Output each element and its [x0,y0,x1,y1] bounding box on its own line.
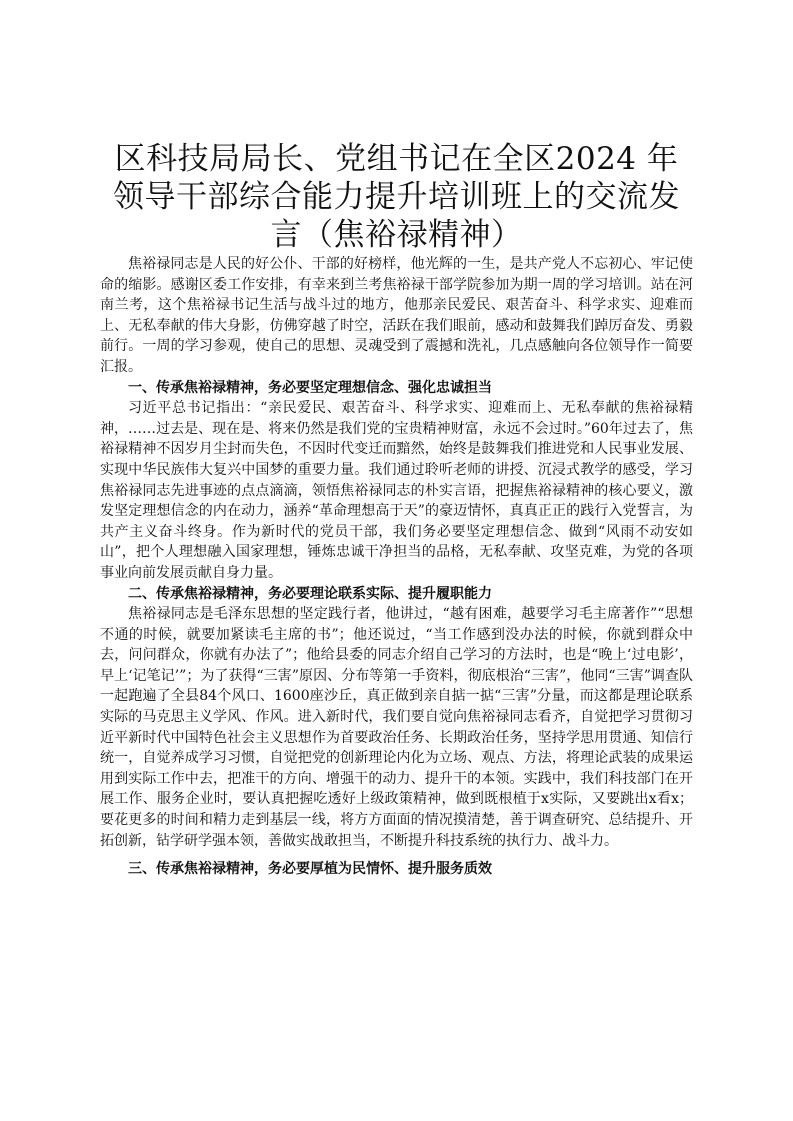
section-heading-1: 一、传承焦裕禄精神，务必要坚定理想信念、强化忠诚担当 [128,379,492,396]
section-heading-3: 三、传承焦裕禄精神，务必要厚植为民情怀、提升服务质效 [128,861,492,878]
section-paragraph-2: 焦裕禄同志是毛泽东思想的坚定践行者，他讲过，“越有困难，越要学习毛主席著作”“思想不通的时候，就要加紧读毛主席的书”；他还说过，“当工作感到没办法的时候，你就到群众中去，问问群众，你就有办法了”；他给县委的同志介绍自己学习的方法时，也是“晚上‘过电影’，早上‘记笔记’”；为了获得“三害”原因、分布等第一手资料，彻底根治“三害”，他同“三害”调查队一起跑遍了全县84个风口、1600座沙丘，真正做到亲自掂一掂“三害”分量，而这都是理论联系实际的马克思主义学风、作风。进入新时代，我们要自觉向焦裕禄同志看齐，自觉把学习贯彻习近平新时代中国特色社会主义思想作为首要政治任务、长期政治任务，坚持学思用贯通、知信行统一，自觉养成学习习惯，自觉把党的创新理论内化为立场、观点、方法，将理论武装的成果运用到实际工作中去，把准干的方向、增强干的动力、提升干的本领。实践中，我们科技部门在开展工作、服务企业时，要认真把握吃透好上级政策精神，做到既根植于x实际，又要跳出x看x；要花更多的时间和精力走到基层一线，将方方面面的情况摸清楚，善于调查研究、总结提升、开拓创新，钻学研学强本领，善做实战敢担当，不断提升科技系统的执行力、战斗力。 [100,606,693,849]
intro-paragraph: 焦裕禄同志是人民的好公仆、干部的好榜样，他光辉的一生，是共产党人不忘初心、牢记使命的缩影。感谢区委工作安排，有幸来到兰考焦裕禄干部学院参加为期一周的学习培训。站在河南兰考，这个焦裕禄书记生活与战斗过的地方，他那亲民爱民、艰苦奋斗、科学求实、迎难而上、无私奉献的伟大身影，仿佛穿越了时空，活跃在我们眼前，感动和鼓舞我们踔厉奋发、勇毅前行。一周的学习参观，使自己的思想、灵魂受到了震撼和洗礼，几点感触向各位领导作一简要汇报。 [100,256,693,375]
section-heading-2: 二、传承焦裕禄精神，务必要理论联系实际、提升履职能力 [128,585,492,602]
section-paragraph-1: 习近平总书记指出：“亲民爱民、艰苦奋斗、科学求实、迎难而上、无私奉献的焦裕禄精神，……过去是、现在是、将来仍然是我们党的宝贵精神财富，永远不会过时。”60年过去了，焦裕禄精神不因岁月尘封而失色，不因时代变迁而黯然，始终是鼓舞我们推进党和人民事业发展、实现中华民族伟大复兴中国梦的重要力量。我们通过聆听老师的讲授、沉浸式教学的感受，学习焦裕禄同志先进事迹的点点滴滴，领悟焦裕禄同志的朴实言语，把握焦裕禄精神的核心要义，激发坚定理想信念的内在动力，涵养“革命理想高于天”的豪迈情怀，真真正正的践行入党誓言，为共产主义奋斗终身。作为新时代的党员干部，我们务必要坚定理想信念、做到“风雨不动安如山”，把个人理想融入国家理想，锤炼忠诚干净担当的品格，无私奉献、攻坚克难，为党的各项事业向前发展贡献自身力量。 [100,400,693,581]
document-body [100,254,693,880]
document-title: 区科技局局长、党组书记在全区2024 年领导干部综合能力提升培训班上的交流发言（焦裕禄精神） [113,141,680,253]
